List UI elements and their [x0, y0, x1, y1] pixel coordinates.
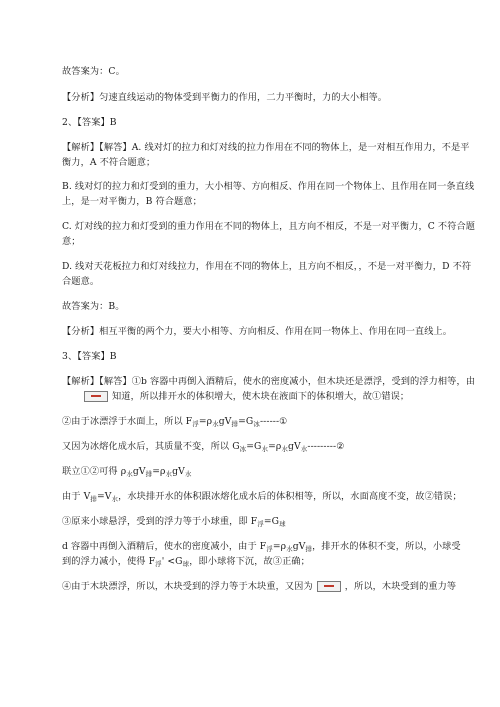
answer-line: 故答案为：C。: [62, 66, 125, 77]
solution-text: 由于 $V_排=V_水$，水块排开水的体积跟冰熔化成水后的体积相等，所以，水面高度不变，故②错误；: [62, 491, 462, 503]
question-answer-heading: 2、【答案】B: [62, 117, 117, 128]
solution-text: 到的浮力减小，使得 $F_浮' <G_球$，即小球将下沉，故③正确；: [62, 556, 310, 568]
analysis-line: 【分析】匀速直线运动的物体受到平衡力的作用，二力平衡时，力的大小相等。: [62, 92, 388, 103]
option-b-text: B. 线对灯的拉力和灯受到的重力，大小相等、方向相反、作用在同一个物体上、且作用在同一条直线: [62, 181, 475, 192]
solution-text: 知道，所以排开水的体积增大，使木块在液面下的体积增大，故①错误；: [80, 391, 460, 403]
analysis-line: 【分析】相互平衡的两个力，要大小相等、方向相反、作用在同一物体上、作用在同一直线上。: [62, 326, 453, 337]
option-d-text: D. 线对天花板拉力和灯对线拉力，作用在不同的物体上，且方向不相反，，不是一对平衡力，D 不符: [62, 261, 472, 272]
formula-line: 又因为冰熔化成水后，其质量不变，所以 $G_冰=G_水=\rho_水gV_水---------②$: [62, 441, 345, 453]
formula-line: ②由于冰漂浮于水面上，所以 $F_浮=\rho_水gV_排=G_冰------①$: [62, 416, 288, 428]
answer-line: 故答案为：B。: [62, 301, 125, 312]
solution-text: ③原来小球悬浮，受到的浮力等于小球重，即 $F_浮=G_球$: [62, 516, 286, 528]
option-c-text: C. 灯对线的拉力和灯受到的重力作用在不同的物体上，且方向不相反，不是一对平衡力，C 不符合题: [62, 221, 476, 232]
solution-text: 【解析】【解答】A. 线对灯的拉力和灯对线的拉力作用在不同的物体上，是一对相互作用力，不是平: [62, 142, 470, 153]
solution-text: ④由于木块漂浮，所以，木块受到的浮力等于木块重，又因为 ，所以，木块受到的重力等: [62, 581, 457, 592]
solution-text: 衡力，A 不符合题意；: [62, 157, 156, 168]
option-d-text: 合题意。: [62, 276, 100, 287]
option-c-text: 意；: [62, 236, 81, 247]
solution-text: 【解析】【解答】①b 容器中再倒入酒精后，使水的密度减小，但木块还是漂浮，受到的浮力相等，由: [62, 376, 476, 387]
formula-image-icon: [317, 581, 341, 592]
formula-line: 联立①②可得 $\rho_水gV_排=\rho_水gV_水$: [62, 466, 192, 478]
option-b-text: 上，是一对平衡力，B 符合题意；: [62, 196, 202, 207]
solution-text: d 容器中再倒入酒精后，使水的密度减小，由于 $F_浮=\rho_水gV_排$，排开水的体积不变，所以，小球受: [62, 541, 461, 553]
question-answer-heading: 3、【答案】B: [62, 351, 117, 362]
formula-image-icon: [84, 391, 108, 402]
